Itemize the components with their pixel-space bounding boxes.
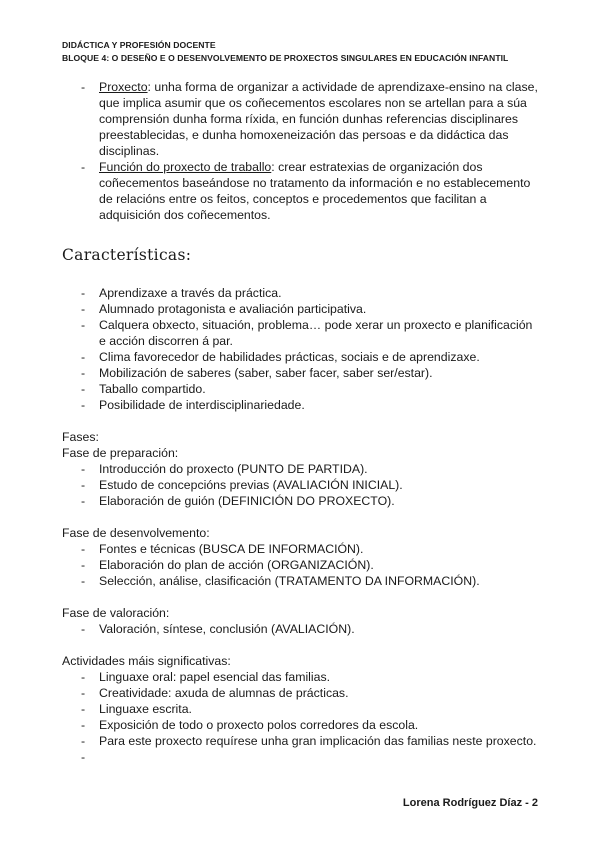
list-item: - Para este proxecto requírese unha gran implicación das familias neste proxecto. [62, 733, 542, 749]
term-funcion-proxecto: Función do proxecto de traballo [99, 160, 272, 174]
list-item: - Estudo de concepcións previas (AVALIACIÓN INICIAL). [62, 477, 542, 493]
phase-development-list [62, 541, 542, 589]
list-item [62, 159, 542, 223]
term-definition: : crear estratexias de organización dos coñecementos baseándose no tratamento da información e no establecemento de relacións entre os feitos, conceptos e procedementos que facilitan a adquisición dos coñecementos. [99, 160, 531, 222]
list-item: - Taballo compartido. [62, 381, 542, 397]
list-item: - Linguaxe oral: papel esencial das familias. [62, 669, 542, 685]
list-item: - Introducción do proxecto (PUNTO DE PARTIDA). [62, 461, 542, 477]
list-item: - Selección, análise, clasificación (TRATAMENTO DA INFORMACIÓN). [62, 573, 542, 589]
list-item: - Posibilidade de interdisciplinariedade. [62, 397, 542, 413]
term-definition: : unha forma de organizar a actividade de aprendizaxe-ensino na clase, que implica asumir que os coñecementos escolares non se artellan para a súa comprensión dunha forma ríxida, en función dunhas referencias disciplinares preestablecidas, e dunha homoxeneización das persoas e da didáctica das disciplinas. [99, 80, 538, 158]
list-item: - Creatividade: axuda de alumnas de prácticas. [62, 685, 542, 701]
activities-section [62, 653, 542, 765]
phase-evaluation-list [62, 621, 542, 637]
header-block-title: BLOQUE 4: O DESEÑO E O DESENVOLVEMENTO DE PROXECTOS SINGULARES EN EDUCACIÓN INFANTIL [62, 52, 509, 63]
list-item: - Elaboración do plan de acción (ORGANIZACIÓN). [62, 557, 542, 573]
document-header [62, 39, 508, 64]
activities-list [62, 669, 542, 765]
header-course-title: DIDÁCTICA Y PROFESIÓN DOCENTE [62, 40, 216, 50]
list-item: - Clima favorecedor de habilidades prácticas, sociais e de aprendizaxe. [62, 349, 542, 365]
term-proxecto: Proxecto [99, 80, 148, 94]
section-title-characteristics: Características: [62, 246, 192, 264]
list-item: - Fontes e técnicas (BUSCA DE INFORMACIÓN). [62, 541, 542, 557]
document-body [62, 79, 542, 765]
activities-label: Actividades máis significativas: [62, 654, 231, 668]
list-item: - Aprendizaxe a través da práctica. [62, 285, 542, 301]
phase-evaluation-label: Fase de valoración: [62, 606, 170, 620]
list-item [62, 79, 542, 159]
list-item: - Mobilización de saberes (saber, saber facer, saber ser/estar). [62, 365, 542, 381]
intro-list [62, 79, 542, 223]
phases-section [62, 429, 542, 637]
phase-development-label: Fase de desenvolvemento: [62, 526, 210, 540]
phases-title: Fases: [62, 430, 99, 444]
list-item: - Linguaxe escrita. [62, 701, 542, 717]
list-item: - Exposición de todo o proxecto polos corredores da escola. [62, 717, 542, 733]
characteristics-list [62, 285, 542, 413]
list-item: - Elaboración de guión (DEFINICIÓN DO PROXECTO). [62, 493, 542, 509]
list-item: - Alumnado protagonista e avaliación participativa. [62, 301, 542, 317]
phase-preparation-label: Fase de preparación: [62, 446, 179, 460]
phase-preparation-list [62, 461, 542, 509]
list-item: - Valoración, síntese, conclusión (AVALIACIÓN). [62, 621, 542, 637]
page-footer: Lorena Rodríguez Díaz - 2 [402, 797, 538, 809]
list-item-empty [62, 749, 542, 765]
list-item: - Calquera obxecto, situación, problema… pode xerar un proxecto e planificación e acción discorren á par. [62, 317, 542, 349]
